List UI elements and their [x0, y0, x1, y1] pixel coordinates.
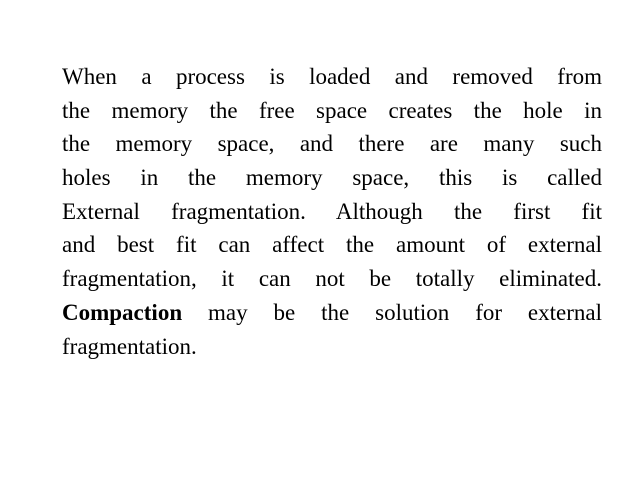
emphasis-line-rest: may be the solution for external [208, 299, 603, 325]
paragraph-line-6: and best fit can affect the amount of external [62, 232, 602, 258]
paragraph-line-4: holes in the memory space, this is called [62, 165, 602, 191]
paragraph-line-8 [62, 296, 602, 330]
paragraph-line-3: the memory space, and there are many such [62, 131, 602, 157]
paragraph-line-1: When a process is loaded and removed from [62, 64, 602, 89]
paragraph-text [62, 60, 602, 363]
paragraph-line-7: fragmentation, it can not be totally eliminated. [62, 266, 602, 292]
paragraph-line-5: External fragmentation. Although the first fit [62, 198, 602, 224]
emphasis-term: Compaction [62, 299, 183, 325]
paragraph-line-2: the memory the free space creates the hole in [62, 97, 602, 123]
paragraph-line-9: fragmentation. [62, 333, 197, 359]
